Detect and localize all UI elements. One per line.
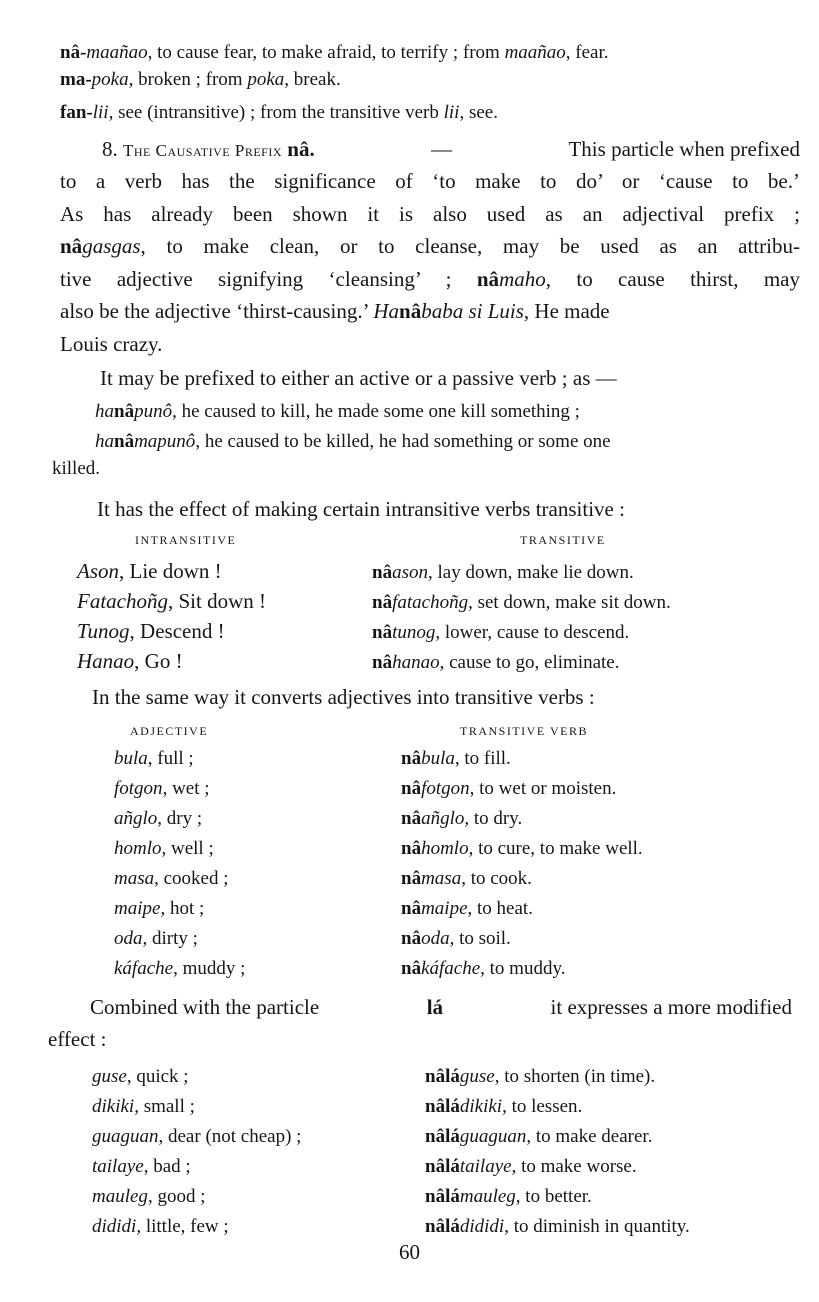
adjectives-col2-head: TRANSITIVE VERB (460, 724, 588, 738)
gloss: , to better. (515, 1186, 592, 1207)
gloss: , Descend ! (129, 619, 225, 643)
adjective-row-right (401, 776, 616, 802)
gloss: , he caused to be killed, he had something or some one (195, 431, 611, 452)
combined-line-1 (90, 994, 792, 1020)
gloss: , Go ! (134, 649, 183, 673)
adjective-row-left (114, 776, 210, 802)
adjective-row-right (401, 926, 511, 952)
word: ha (95, 401, 114, 422)
verbs-col1-head: INTRANSITIVE (135, 533, 237, 547)
prefix: nâlá (425, 1156, 460, 1177)
adjective-row-right (401, 806, 522, 832)
prefix: nâ (401, 898, 422, 919)
adjectives-lead: In the same way it converts adjectives into transitive verbs : (92, 685, 595, 709)
combined-row-right (425, 1214, 690, 1240)
prefix: nâ (399, 299, 422, 323)
gloss: , to diminish in quantity. (504, 1216, 690, 1237)
gloss: , dry ; (157, 808, 203, 829)
adjective-row-right (401, 866, 532, 892)
root-gloss: , see. (459, 102, 498, 123)
gloss: , little, few ; (136, 1216, 229, 1237)
combined-row-left (92, 1094, 195, 1120)
prefix: nâ (476, 267, 500, 291)
prefix: nâ (114, 431, 135, 452)
prefix: nâ (401, 778, 422, 799)
word: Ason (77, 559, 119, 583)
adjective-row-left (114, 836, 214, 862)
verb-row-left (77, 558, 222, 584)
prefix: nâ (401, 748, 422, 769)
gloss: , well ; (161, 838, 214, 859)
word: baba si Luis (421, 299, 524, 323)
word: mauleg (459, 1186, 516, 1207)
prefixed-example-2-cont: killed. (52, 458, 101, 479)
prefix: nâ (401, 838, 422, 859)
intro-line-3 (60, 100, 498, 126)
gloss: , good ; (147, 1186, 206, 1207)
word: poka (91, 69, 129, 90)
word: maañao (86, 42, 148, 63)
word: ha (95, 431, 114, 452)
root-gloss: , fear. (565, 42, 609, 63)
word: guse (459, 1066, 495, 1087)
adjective-row-left (114, 896, 204, 922)
gloss: , full ; (147, 748, 194, 769)
word: mauleg (92, 1186, 148, 1207)
section-particle: nâ. (287, 137, 315, 161)
gloss: , to lessen. (502, 1096, 583, 1117)
word: gasgas (82, 234, 141, 258)
word: Hanao (77, 649, 135, 673)
gloss: , small ; (134, 1096, 195, 1117)
verbs-col2-head: TRANSITIVE (520, 533, 606, 547)
word: fotgon (421, 778, 470, 799)
word: hanao (392, 652, 440, 673)
prefix: fan- (60, 102, 93, 123)
adjectives-col1-head: ADJECTIVE (130, 724, 209, 738)
text: also be the adjective ‘thirst-causing.’ (60, 299, 374, 323)
adjective-row-left (114, 746, 194, 772)
adjective-row-left (114, 806, 202, 832)
verb-row-left (77, 648, 183, 674)
combined-row-left (92, 1154, 191, 1180)
word: oda (114, 928, 143, 949)
prefix: nâlá (425, 1066, 460, 1087)
prefix: nâ (401, 808, 422, 829)
word: homlo (114, 838, 162, 859)
gloss: , dear (not cheap) ; (158, 1126, 302, 1147)
gloss: , to cook. (461, 868, 532, 889)
combined-line-2: effect : (48, 1027, 107, 1051)
gloss: , bad ; (143, 1156, 191, 1177)
gloss: , to fill. (454, 748, 511, 769)
section-text: This particle when prefixed (568, 137, 800, 161)
root-word: lii (443, 102, 460, 123)
adjective-row-right (401, 746, 511, 772)
verb-row-left (77, 588, 266, 614)
word: maho (499, 267, 546, 291)
section-line-4 (60, 233, 800, 259)
root-gloss: , break. (284, 69, 341, 90)
word: masa (421, 868, 462, 889)
prefix: nâlá (425, 1186, 460, 1207)
combined-row-right (425, 1094, 582, 1120)
section-line-7: Louis crazy. (60, 332, 163, 356)
gloss: , lay down, make lie down. (427, 562, 634, 583)
prefix: nâlá (425, 1216, 460, 1237)
section-line-2: to a verb has the significance of ‘to make to do’ or ‘cause to be.’ (60, 169, 800, 193)
word: Fatachoñg (77, 589, 168, 613)
section-number: 8. (102, 137, 118, 161)
gloss: , cause to go, eliminate. (439, 652, 620, 673)
combined-row-right (425, 1184, 592, 1210)
combined-row-left (92, 1124, 301, 1150)
gloss: , hot ; (160, 898, 205, 919)
word: fotgon (114, 778, 163, 799)
prefixed-example-2 (95, 429, 611, 455)
word: tailaye (459, 1156, 512, 1177)
verb-row-right (372, 560, 634, 586)
combined-row-left (92, 1064, 189, 1090)
text: , to cause thirst, may (545, 267, 801, 291)
gloss: , to dry. (464, 808, 523, 829)
word: dikiki (459, 1096, 503, 1117)
word: añglo (421, 808, 465, 829)
gloss: , to make dearer. (526, 1126, 653, 1147)
gloss: , cooked ; (154, 868, 229, 889)
word: añglo (114, 808, 158, 829)
section-heading-line (102, 136, 800, 164)
prefix: nâ (401, 868, 422, 889)
text: Combined with the particle (90, 995, 320, 1019)
word: Ha (373, 299, 400, 323)
combined-row-left (92, 1184, 205, 1210)
text: tive adjective signifying ‘cleansing’ ; (60, 267, 477, 291)
word: dikiki (92, 1096, 135, 1117)
word: dididi (92, 1216, 137, 1237)
word: ason (392, 562, 428, 583)
gloss: , broken ; from (128, 69, 248, 90)
adjective-row-right (401, 836, 643, 862)
prefixed-example-1 (95, 399, 580, 425)
combined-row-right (425, 1154, 637, 1180)
root-word: poka (247, 69, 285, 90)
word: tailaye (92, 1156, 144, 1177)
gloss: , Lie down ! (119, 559, 222, 583)
section-dash: — (431, 137, 453, 161)
section-line-6 (60, 298, 800, 324)
word: bula (421, 748, 455, 769)
gloss: , to shorten (in time). (494, 1066, 656, 1087)
particle: lá (426, 995, 444, 1019)
word: lii (92, 102, 109, 123)
word: Tunog (77, 619, 130, 643)
gloss: , to wet or moisten. (469, 778, 617, 799)
word: maipe (421, 898, 468, 919)
adjective-row-left (114, 926, 198, 952)
text: it expresses a more modified (550, 995, 792, 1019)
prefix: nâlá (425, 1126, 460, 1147)
verb-row-right (372, 590, 671, 616)
gloss: , quick ; (126, 1066, 189, 1087)
gloss: , see (intransitive) ; from the transitive verb (108, 102, 444, 123)
word: guaguan (459, 1126, 527, 1147)
prefix: nâ (114, 401, 135, 422)
gloss: , to heat. (467, 898, 533, 919)
verb-row-right (372, 650, 620, 676)
word: punô (134, 401, 173, 422)
text: , to make clean, or to cleanse, may be used as an attribu- (140, 234, 800, 258)
intro-line-1 (60, 40, 609, 66)
word: dididi (459, 1216, 505, 1237)
section-line-5 (60, 266, 800, 292)
gloss: , muddy ; (173, 958, 246, 979)
prefixed-lead: It may be prefixed to either an active or a passive verb ; as — (100, 366, 617, 390)
combined-row-right (425, 1124, 652, 1150)
prefix: nâ (372, 652, 393, 673)
text: , He made (523, 299, 610, 323)
intro-line-2 (60, 67, 341, 93)
word: fatachoñg (392, 592, 469, 613)
gloss: , lower, cause to descend. (435, 622, 630, 643)
combined-row-right (425, 1064, 655, 1090)
prefix: nâ (401, 928, 422, 949)
word: tunog (392, 622, 436, 643)
prefix: nâ (372, 622, 393, 643)
gloss: , Sit down ! (167, 589, 266, 613)
word: káfache (114, 958, 174, 979)
word: maipe (114, 898, 161, 919)
prefix: nâ (372, 562, 393, 583)
verb-row-left (77, 618, 225, 644)
adjective-row-right (401, 896, 533, 922)
section-line-3: As has already been shown it is also used as an adjectival prefix ; (60, 202, 800, 226)
verb-row-right (372, 620, 629, 646)
gloss: , dirty ; (142, 928, 198, 949)
gloss: , to cure, to make well. (468, 838, 643, 859)
word: homlo (421, 838, 469, 859)
word: bula (114, 748, 148, 769)
adjective-row-right (401, 956, 565, 982)
prefix: nâlá (425, 1096, 460, 1117)
gloss: , to make worse. (511, 1156, 637, 1177)
word: mapunô (134, 431, 196, 452)
adjective-row-left (114, 866, 229, 892)
prefix: nâ (372, 592, 393, 613)
gloss: , set down, make sit down. (468, 592, 671, 613)
verbs-lead: It has the effect of making certain intransitive verbs transitive : (97, 497, 625, 521)
prefix: nâ (401, 958, 422, 979)
root-word: maañao (504, 42, 566, 63)
prefix: nâ- (60, 42, 87, 63)
page-number: 60 (399, 1240, 420, 1264)
prefix: ma- (60, 69, 92, 90)
word: guse (92, 1066, 127, 1087)
gloss: , wet ; (162, 778, 210, 799)
word: guaguan (92, 1126, 159, 1147)
combined-row-left (92, 1214, 229, 1240)
gloss: , to cause fear, to make afraid, to terrify ; from (147, 42, 505, 63)
word: oda (421, 928, 450, 949)
adjective-row-left (114, 956, 245, 982)
word: káfache (421, 958, 481, 979)
gloss: , he caused to kill, he made some one kill something ; (172, 401, 580, 422)
word: masa (114, 868, 155, 889)
gloss: , to soil. (449, 928, 511, 949)
prefix: nâ (60, 234, 83, 258)
gloss: , to muddy. (480, 958, 566, 979)
section-title: The Causative Prefix (123, 141, 283, 160)
